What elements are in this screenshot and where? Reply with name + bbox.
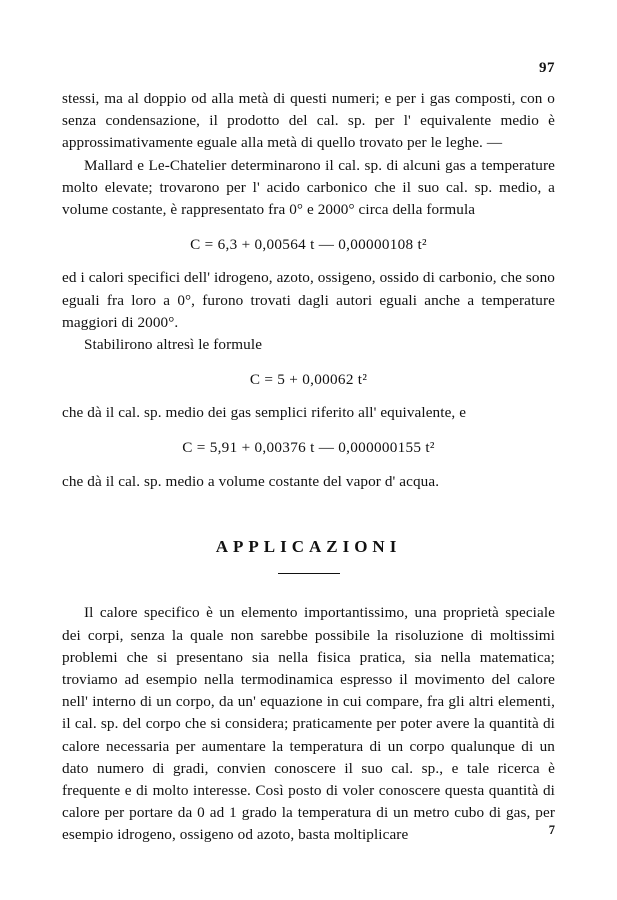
formula-2: C = 5 + 0,00062 t² (249, 371, 368, 389)
spacer (62, 356, 555, 363)
section-heading-applicazioni: APPLICAZIONI (215, 536, 402, 556)
spacer (62, 221, 555, 228)
spacer (62, 395, 555, 402)
paragraph-7: Il calore specifico è un elemento importantissimo, una proprietà speciale dei corpi, senza la quale non sarebbe possibile la risoluzione di moltissimi problemi che si presentano sia nella fisica pratica, sia nella matematica; troviamo ad esempio nella termodinamica espresso il movimento del calore nell' interno di un corpo, da un' equazione in cui compare, fra gli altri elementi, il cal. sp. del corpo che si considera; praticamente per poter avere la quantità di calore necessaria per aumentare la temperatura di un corpo qualunque di un dato numero di gradi, convien conoscere il suo cal. sp., e tale ricerca è frequente e di molto interesse. Così posto di voler conoscere questa quantità di calore per portare da 0 ad 1 grado la temperatura di un metro cubo di gas, per esempio idrogeno, ossigeno od azoto, basta moltiplicare (62, 604, 555, 844)
paragraph-2: Mallard e Le-Chatelier determinarono il cal. sp. di alcuni gas a temperature molto elevate; trovarono per l' acido carbonico che il suo cal. sp. medio, a volume costante, è rappresentato fra 0° e 2000° circa della formula (62, 156, 555, 218)
paragraph-4: Stabilirono altresì le formule (84, 335, 263, 353)
formula-3: C = 5,91 + 0,00376 t — 0,000000155 t² (182, 439, 435, 457)
spacer (62, 464, 555, 471)
page-body (62, 88, 555, 846)
paragraph-6: che dà il cal. sp. medio a volume costante del vapor d' acqua. (62, 472, 440, 490)
spacer (62, 260, 555, 267)
spacer (62, 424, 555, 431)
paragraph-3: ed i calori specifici dell' idrogeno, azoto, ossigeno, ossido di carbonio, che sono eguali fra loro a 0°, furono trovati dagli autori eguali anche a temperature maggiori di 2000°. (62, 269, 555, 331)
page-number-header: 97 (539, 60, 555, 76)
spacer (62, 574, 555, 602)
formula-1: C = 6,3 + 0,00564 t — 0,00000108 t² (190, 236, 427, 254)
signature-mark: 7 (548, 823, 555, 837)
paragraph-5: che dà il cal. sp. medio dei gas semplici riferito all' equivalente, e (62, 404, 467, 422)
paragraph-1: stessi, ma al doppio od alla metà di questi numeri; e per i gas composti, con o senza condensazione, il prodotto del cal. sp. per l' equivalente medio è approssimativamente eguale alla metà di quello trovato per le leghe. — (62, 90, 555, 152)
